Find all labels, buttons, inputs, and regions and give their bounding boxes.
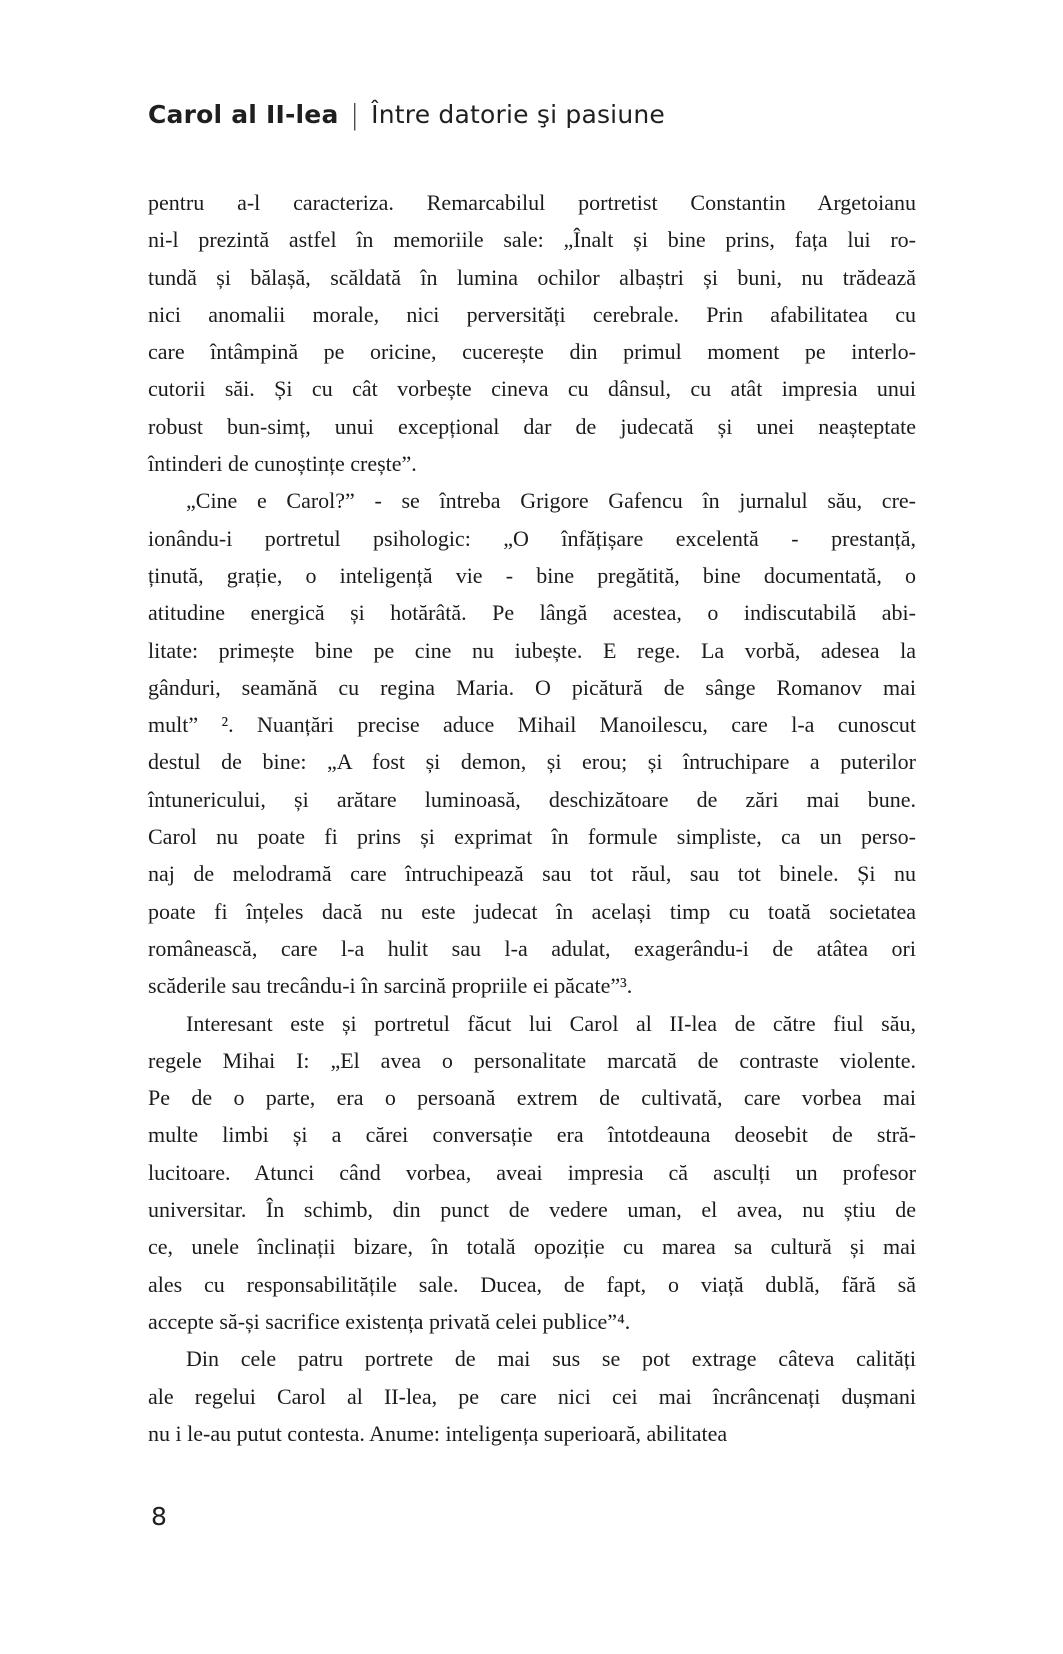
text-line: atitudine energică și hotărâtă. Pe lângă acestea, o indiscutabilă abi- [148, 600, 916, 626]
text-line: ales cu responsabilitățile sale. Ducea, de fapt, o viață dublă, fără să [148, 1271, 916, 1297]
text-line: multe limbi și a cărei conversație era întotdeauna deosebit de stră- [148, 1122, 916, 1148]
text-line: cutorii săi. Și cu cât vorbește cineva cu dânsul, cu atât impresia unui [148, 376, 916, 402]
text-line: scăderile sau trecându-i în sarcină propriile ei păcate”³. [148, 973, 633, 999]
text-line: poate fi înțeles dacă nu este judecat în același timp cu toată societatea [148, 898, 916, 924]
text-line: accepte să-și sacrifice existența privată celei publice”⁴. [148, 1308, 631, 1334]
text-line: lucitoare. Atunci când vorbea, aveai impresia că asculți un profesor [148, 1159, 916, 1185]
text-line: ale regelui Carol al II-lea, pe care nici cei mai încrâncenați dușmani [148, 1383, 916, 1409]
page-number: 8 [151, 1502, 167, 1531]
text-line: nu i le-au putut contesta. Anume: inteligența superioară, abilitatea [148, 1420, 728, 1446]
text-line: întunericului, și arătare luminoasă, deschizătoare de zări mai bune. [148, 786, 916, 812]
text-line: ce, unele înclinații bizare, în totală opoziție cu marea sa cultură și mai [148, 1234, 916, 1260]
book-subtitle: Între datorie şi pasiune [371, 100, 666, 129]
text-line: mult” ². Nuanțări precise aduce Mihail Manoilescu, care l-a cunoscut [148, 712, 916, 738]
text-line: regele Mihai I: „El avea o personalitate marcată de contraste violente. [148, 1047, 916, 1073]
text-line: întinderi de cunoștințe crește”. [148, 451, 417, 477]
text-line: care întâmpină pe oricine, cucerește din primul moment pe interlo- [148, 339, 916, 365]
text-line: ionându-i portretul psihologic: „O înfățișare excelentă - prestanță, [148, 525, 916, 551]
text-line: robust bun-simț, unui excepțional dar de judecată și unei neașteptate [148, 413, 916, 439]
header-separator: | [350, 98, 360, 131]
text-line: Din cele patru portrete de mai sus se pot extrage câteva calități [186, 1346, 916, 1372]
text-line: nici anomalii morale, nici perversități cerebrale. Prin afabilitatea cu [148, 301, 916, 327]
text-line: destul de bine: „A fost și demon, și erou; și întruchipare a puterilor [148, 749, 916, 775]
text-line: gânduri, seamănă cu regina Maria. O picătură de sânge Romanov mai [148, 674, 916, 700]
text-line: litate: primește bine pe cine nu iubește. E rege. La vorbă, adesea la [148, 637, 916, 663]
text-line: tundă și bălașă, scăldată în lumina ochilor albaștri și buni, nu trădează [148, 264, 916, 290]
body-text [148, 184, 916, 1452]
text-line: „Cine e Carol?” - se întreba Grigore Gafencu în jurnalul său, cre- [186, 488, 916, 514]
text-line: universitar. În schimb, din punct de vedere uman, el avea, nu știu de [148, 1197, 916, 1223]
text-line: ni-l prezintă astfel în memoriile sale: „Înalt și bine prins, fața lui ro- [148, 227, 916, 253]
text-line: pentru a-l caracteriza. Remarcabilul portretist Constantin Argetoianu [148, 190, 916, 215]
text-line: Carol nu poate fi prins și exprimat în formule simpliste, ca un perso- [148, 824, 916, 850]
text-line: românească, care l-a hulit sau l-a adulat, exagerându-i de atâtea ori [148, 935, 916, 961]
text-line: ținută, grație, o inteligență vie - bine pregătită, bine documentată, o [148, 562, 916, 588]
text-line: Interesant este și portretul făcut lui Carol al II-lea de către fiul său, [186, 1010, 916, 1036]
book-title: Carol al II-lea [148, 100, 339, 129]
text-line: Pe de o parte, era o persoană extrem de cultivată, care vorbea mai [148, 1085, 916, 1111]
text-line: naj de melodramă care întruchipează sau tot răul, sau tot binele. Și nu [148, 861, 916, 887]
running-header [148, 100, 918, 129]
